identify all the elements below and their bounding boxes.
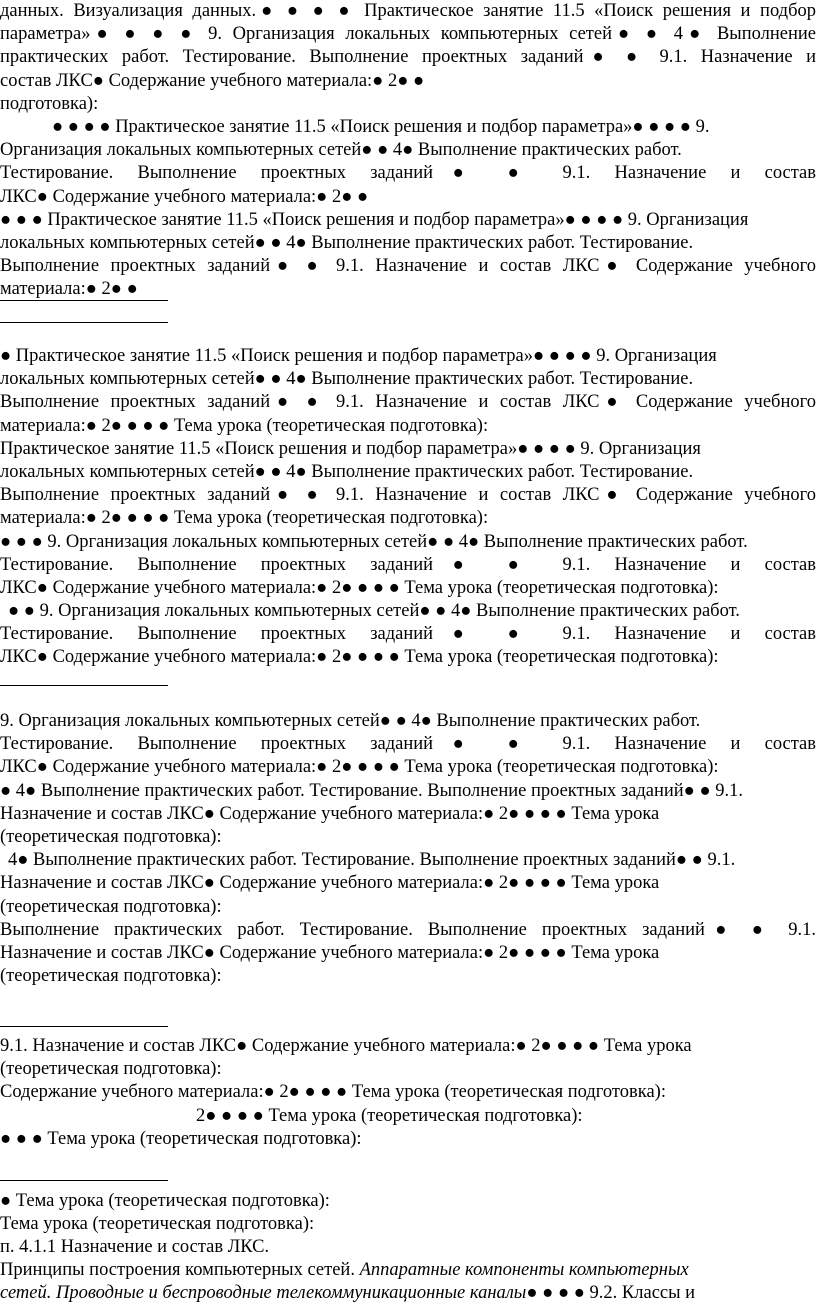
text-line: подготовка): bbox=[0, 93, 99, 114]
text-line: 9. Организация локальных компьютерных сетей● ● 4● Выполнение практических работ. bbox=[0, 711, 701, 731]
footnote-separator bbox=[0, 1180, 168, 1181]
text-block bbox=[0, 0, 816, 301]
text-line: Выполнение проектных заданий● ● 9.1. Назначение и состав ЛКС● Содержание учебного bbox=[0, 392, 816, 413]
text-line: ● ● ● Практическое занятие 11.5 «Поиск решения и подбор параметра»● ● ● ● 9. Организация bbox=[0, 209, 749, 230]
text-line: (теоретическая подготовка): bbox=[0, 826, 222, 847]
text-line: практических работ. Тестирование. Выполнение проектных заданий● ● 9.1. Назначение и bbox=[0, 47, 816, 68]
text-line: ● ● ● 9. Организация локальных компьютерных сетей● ● 4● Выполнение практических работ. bbox=[0, 531, 748, 552]
text-line: ЛКС● Содержание учебного материала:● 2● ● bbox=[0, 186, 369, 207]
text-line: п. 4.1.1 Назначение и состав ЛКС. bbox=[0, 1237, 270, 1258]
text-line: Выполнение проектных заданий● ● 9.1. Назначение и состав ЛКС● Содержание учебного bbox=[0, 485, 816, 506]
text-line: данных. Визуализация данных.● ● ● ● Практическое занятие 11.5 «Поиск решения и подбор bbox=[0, 1, 816, 21]
text-line: Назначение и состав ЛКС● Содержание учебного материала:● 2● ● ● ● Тема урока bbox=[0, 873, 660, 894]
text-block bbox=[0, 1190, 816, 1260]
footnote-separator bbox=[0, 685, 168, 686]
text-line: ЛКС● Содержание учебного материала:● 2● ● ● ● Тема урока (теоретическая подготовка): bbox=[0, 647, 719, 668]
text-block bbox=[0, 345, 816, 670]
text-line: (теоретическая подготовка): bbox=[0, 966, 222, 987]
text-line: материала:● 2● ● ● ● Тема урока (теоретическая подготовка): bbox=[0, 508, 489, 529]
text-line: ● Тема урока (теоретическая подготовка): bbox=[0, 1191, 330, 1211]
plain-text: ● ● ● ● 9.2. Классы и bbox=[526, 1283, 696, 1304]
text-line: Организация локальных компьютерных сетей● ● 4● Выполнение практических работ. bbox=[0, 140, 682, 161]
text-line: 4● Выполнение практических работ. Тестирование. Выполнение проектных заданий● ● 9.1. bbox=[8, 850, 736, 871]
text-line: (теоретическая подготовка): bbox=[0, 1059, 222, 1080]
text-line: локальных компьютерных сетей● ● 4● Выполнение практических работ. Тестирование. bbox=[0, 369, 694, 390]
text-line bbox=[0, 1259, 816, 1282]
text-block bbox=[0, 710, 816, 988]
text-line: Содержание учебного материала:● 2● ● ● ● Тема урока (теоретическая подготовка): bbox=[0, 1082, 666, 1103]
text-line: Тема урока (теоретическая подготовка): bbox=[0, 1214, 315, 1235]
text-line: Тестирование. Выполнение проектных заданий● ● 9.1. Назначение и состав bbox=[0, 734, 816, 755]
text-line: материала:● 2● ● bbox=[0, 279, 138, 300]
text-line: ЛКС● Содержание учебного материала:● 2● ● ● ● Тема урока (теоретическая подготовка): bbox=[0, 577, 719, 598]
text-line: ● ● 9. Организация локальных компьютерных сетей● ● 4● Выполнение практических работ. bbox=[8, 601, 740, 622]
footnote-separator bbox=[0, 300, 168, 301]
text-line: Тестирование. Выполнение проектных заданий● ● 9.1. Назначение и состав bbox=[0, 554, 816, 575]
text-line: 9.1. Назначение и состав ЛКС● Содержание учебного материала:● 2● ● ● ● Тема урока bbox=[0, 1036, 692, 1056]
text-line: локальных компьютерных сетей● ● 4● Выполнение практических работ. Тестирование. bbox=[0, 232, 694, 253]
footnote-separator bbox=[0, 322, 168, 323]
text-line: ● ● ● Тема урока (теоретическая подготовка): bbox=[0, 1128, 362, 1149]
text-line: Тестирование. Выполнение проектных заданий● ● 9.1. Назначение и состав bbox=[0, 163, 816, 184]
italic-text: сетей. Проводные и беспроводные телекоммуникационные каналы bbox=[0, 1283, 527, 1304]
footnote-separator bbox=[0, 1026, 168, 1027]
text-line: Тестирование. Выполнение проектных заданий● ● 9.1. Назначение и состав bbox=[0, 624, 816, 645]
text-line: Назначение и состав ЛКС● Содержание учебного материала:● 2● ● ● ● Тема урока bbox=[0, 942, 660, 963]
text-line: материала:● 2● ● ● ● Тема урока (теоретическая подготовка): bbox=[0, 415, 489, 436]
italic-text: Аппаратные компоненты компьютерных bbox=[359, 1260, 689, 1280]
text-line: ● Практическое занятие 11.5 «Поиск решения и подбор параметра»● ● ● ● 9. Организация bbox=[0, 346, 717, 366]
text-line: (теоретическая подготовка): bbox=[0, 896, 222, 917]
text-line: Назначение и состав ЛКС● Содержание учебного материала:● 2● ● ● ● Тема урока bbox=[0, 803, 660, 824]
text-line: ● ● ● ● Практическое занятие 11.5 «Поиск решения и подбор параметра»● ● ● ● 9. bbox=[52, 116, 710, 137]
text-line: параметра»● ● ● ● 9. Организация локальных компьютерных сетей● ● 4● Выполнение bbox=[0, 24, 816, 45]
text-line bbox=[0, 1282, 816, 1305]
text-line: Практическое занятие 11.5 «Поиск решения и подбор параметра»● ● ● ● 9. Организация bbox=[0, 438, 701, 459]
plain-text: Принципы построения компьютерных сетей. bbox=[0, 1260, 360, 1280]
text-line: Выполнение проектных заданий● ● 9.1. Назначение и состав ЛКС● Содержание учебного bbox=[0, 256, 816, 277]
text-line: Выполнение практических работ. Тестирование. Выполнение проектных заданий● ● 9.1. bbox=[0, 919, 816, 940]
text-block bbox=[0, 1035, 816, 1151]
text-line: ● 4● Выполнение практических работ. Тестирование. Выполнение проектных заданий● ● 9.1. bbox=[0, 780, 744, 801]
text-line: 2● ● ● ● Тема урока (теоретическая подготовка): bbox=[196, 1105, 583, 1126]
text-line: ЛКС● Содержание учебного материала:● 2● ● ● ● Тема урока (теоретическая подготовка): bbox=[0, 757, 719, 778]
text-line: состав ЛКС● Содержание учебного материала:● 2● ● bbox=[0, 70, 425, 91]
final-paragraph bbox=[0, 1259, 816, 1305]
text-line: локальных компьютерных сетей● ● 4● Выполнение практических работ. Тестирование. bbox=[0, 461, 694, 482]
